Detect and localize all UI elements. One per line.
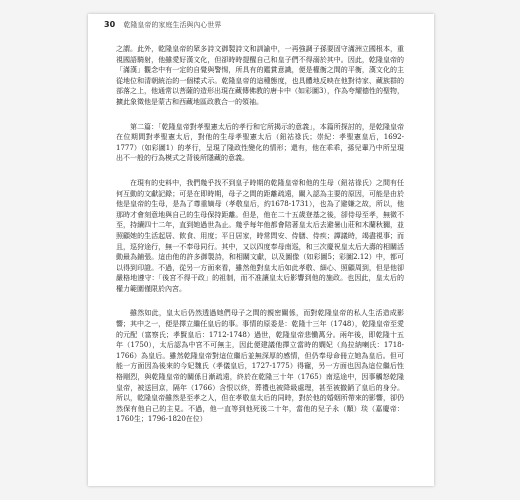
paragraph: 第二篇：「乾隆皇帝對孝聖憲太后的孝行和它所揭示的意義」，本篇所探討的，是乾隆皇帝在位期間對孝聖憲太后，對他的生母孝聖憲太后（鈕祜祿氏；崇紀：孝聖憲皇后，1692-1777）（如彩圖1）的孝行，呈現了隆政性變化的情形；還有，他在乖乖，孫兒輩乃中所呈現出不一般的行為模式之背後所隱藏的意義。 [116, 122, 404, 163]
running-header [104, 20, 221, 30]
paragraph: 在現有的史料中，我們幾乎找不到皇子時期的乾隆皇帝和他的生母（鈕祜祿氏）之間有任何互動的文獻記錄；可是在即時期，母子之間的距離疏遠，關入認為主要的原因，可能是由於他是皇帝的生母，是為了尊重嫡母（孝敬皇后，約1678-1731），也為了避嫌之故，所以，他那時才會刻意地與自己的生母保持距離。但是，他在二十五歲登基之後，卻侍母至孝，無微不至，持續四十二年，直到她過世為止。幾乎每年他都會陪著皇太后去避暑山莊和木蘭秋獮，並照顧她的生活起居、飲食、用度；平日居家，時常問安、侍膳、侍疾；譚議時，竭盡視事；而且，巡狩途行，無一不奉母同行。其中，又以四度奉母南巡，和三次慶祝皇太后大壽的相關活動最為鋪張。這由他的許多御製詩，和相關文獻，以及圖像（如彩圖5；彩圖2.12）中，都可以得到印證。不過，從另一方面來看，雖然他對皇太后如此孝敬、細心、照顧周到，但是他卻嚴格地遵守：「後宮不得干政」的祖制，而不准讓皇太后影響到他的施政。也因此，皇太后的權力範圍僅限於內宮。 [116, 178, 404, 293]
body-text [116, 44, 404, 439]
book-page [88, 14, 434, 486]
paragraph: 之謂。此外，乾隆皇帝的眾多詩文御製詩文和訓諭中，一再強調子孫要固守滿洲立國根本，重視國語騎射，他雖愛好漢文化，但卻時時提醒自己和皇子們不得溺於其中。因此，乾隆皇帝的「滿漢」觀念中有一定的自覺與警惕，所具有的鑑賞意識，便是權衡之間的平衡，漢文化的主從地位和清朝統治的一個樣式示。乾隆皇帝的這種態度，也具體地反映在他對待家、藏族群的部落之上，他通常以菩薩的造形出現在藏傳佛教的唐卡中（如彩圖3），作為夸耀德性的聖物，擴此象徵他是蒙古和西藏地區政教合一的領袖。 [116, 45, 404, 106]
running-title: 乾隆皇帝的家庭生活與內心世界 [123, 21, 222, 29]
page-number: 30 [104, 20, 116, 29]
paragraph: 雖然如此，皇太后仍然透過她們母子之間的親密關係，而對乾隆皇帝的私人生活造成影響；其中之一，便是擇立繼任皇后的事。事情的原委是：乾隆十三年（1748），乾隆皇帝至愛的元配（富察氏；孝賢皇后：1712-1748）過世，乾隆皇帝悲慟萬分。兩年後，即乾隆十五年（1750），太后認為中宮不可無主，因此便建議他擇立當時的嫻妃（烏拉納喇氏：1718-1766）為皇后。雖然乾隆皇帝對這位繼后並無深厚的感情，但仍奉母命冊立她為皇后。但可能一方面因為後來的今妃魏氏（孝儀皇后，1727-1775）得寵，另一方面也因為這位繼后性格剛烈，與乾隆皇帝的關係日漸疏遠，終於在乾隆三十年（1765）南巡途中，因事觸怒乾隆皇帝，被送回京，隔年（1766）含恨以終，葬禮也被降級處理，甚至被撤銷了皇后的身分。所以，乾隆皇帝雖然是至孝之人，但在孝敬皇太后的同時，對於他的婚姻所帶來的影響，卻仍然保有他自己的主見。不過，他一直等到他死後二十年，當他的兒子永（顒）琰（嘉慶帝：1760生；1796-1820在位） [116, 309, 404, 424]
